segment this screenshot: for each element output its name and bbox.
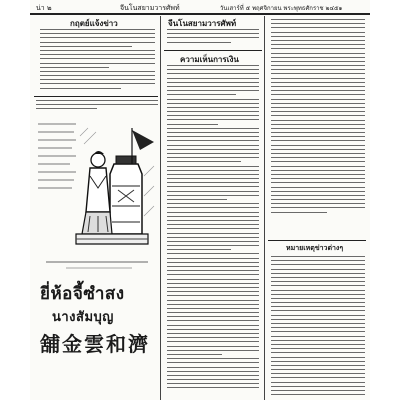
middle-article-body	[167, 65, 259, 392]
left-section-heading: กฤตย์แจ้งข่าว	[70, 18, 118, 28]
middle-article-heading: ความเห็นการเงิน	[180, 54, 239, 64]
right-text-block-bottom	[271, 256, 365, 398]
header-rule	[30, 13, 370, 15]
right-text-block-top	[271, 19, 365, 216]
left-text-block-top	[40, 29, 155, 92]
date-line: วันเสาร์ที่ ๕ พฤศจิกายน พระพุทธศักราช ๒๔๕๑	[220, 5, 343, 12]
page-number: น่า ๒	[36, 4, 52, 12]
advertisement-illustration	[36, 116, 158, 276]
right-rule-1	[268, 240, 366, 241]
middle-intro-lines	[167, 29, 259, 46]
left-text-block-mid	[36, 100, 158, 113]
left-rule-1	[34, 96, 158, 97]
newspaper-page	[30, 0, 370, 400]
ad-subtitle: นางสัมบุญ	[52, 310, 114, 325]
middle-masthead: จีนโนสยามวารศัพท์	[168, 18, 237, 28]
column-divider-left	[160, 16, 161, 400]
ad-thai-name: ยี่ห้อจี้ซำสง	[40, 284, 125, 304]
paper-name-header: จีนโนสยามวารศัพท์	[120, 4, 180, 12]
ad-chinese-name: 舖金雲和濟	[40, 332, 150, 356]
column-divider-right	[264, 16, 265, 400]
right-mid-heading: หมายเหตุข่าวต่างๆ	[286, 243, 344, 252]
middle-rule-1	[164, 50, 262, 51]
